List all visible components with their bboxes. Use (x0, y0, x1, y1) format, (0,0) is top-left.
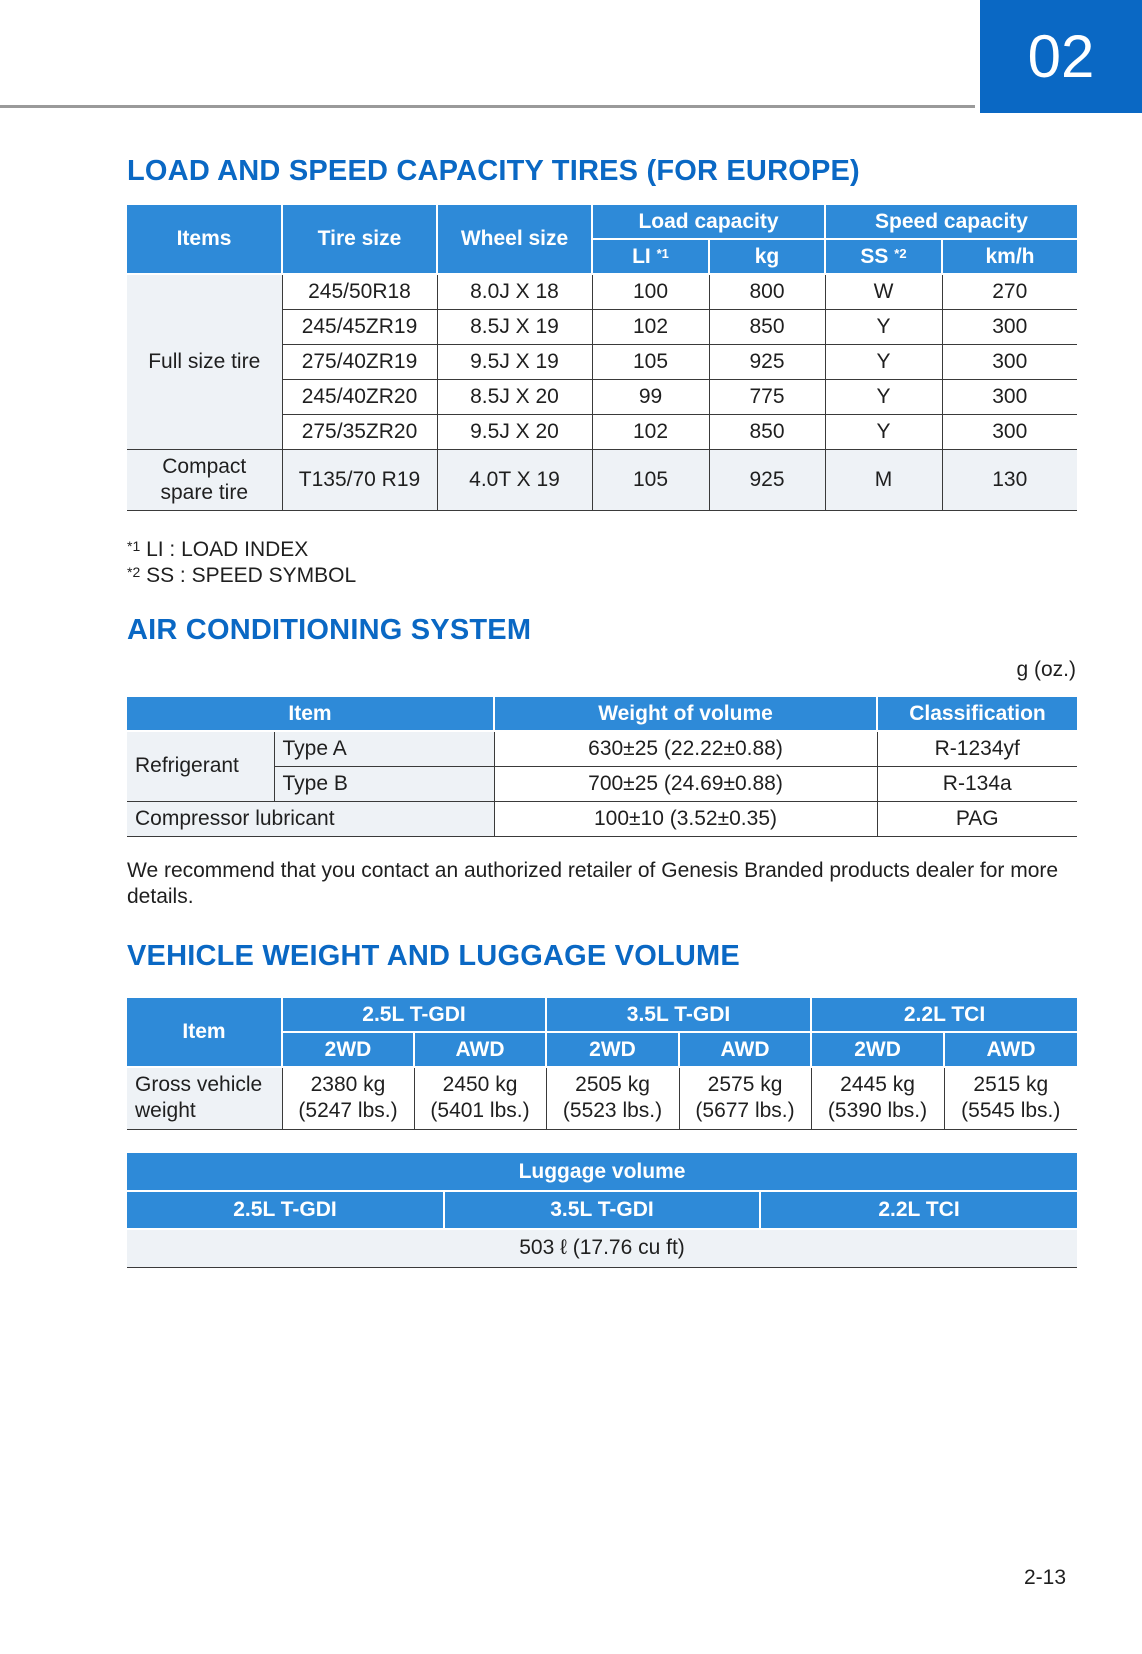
gross-vehicle-weight-label: Gross vehicle weight (127, 1067, 282, 1129)
table-cell: 8.5J X 20 (437, 379, 592, 414)
col-tire-size-header: Tire size (282, 205, 437, 274)
table-row (127, 731, 1077, 766)
table-cell: 300 (942, 414, 1077, 449)
table-cell: 9.5J X 19 (437, 344, 592, 379)
table-cell: 2505 kg (5523 lbs.) (546, 1067, 679, 1129)
table-cell: Type B (274, 766, 494, 801)
col-classification-header: Classification (877, 697, 1077, 731)
table-cell: Y (825, 344, 942, 379)
table-cell: 2515 kg (5545 lbs.) (944, 1067, 1077, 1129)
table-cell: 800 (709, 274, 825, 309)
footnote-li: $^{*1}$ LI : LOAD INDEX (127, 538, 309, 561)
table-cell: 2450 kg (5401 lbs.) (414, 1067, 546, 1129)
table-cell: 630±25 (22.22±0.88) (494, 731, 877, 766)
table-cell: Y (825, 379, 942, 414)
table-cell: 925 (709, 344, 825, 379)
col-load-capacity-header: Load capacity (592, 205, 825, 239)
col-li-header: LI $^{*1}$ (592, 239, 709, 274)
table-cell: 130 (942, 449, 1077, 510)
table-row (127, 449, 1077, 510)
table-cell: 2380 kg (5247 lbs.) (282, 1067, 414, 1129)
col-item-header: Item (127, 998, 282, 1067)
ac-section-title: AIR CONDITIONING SYSTEM (127, 614, 532, 646)
col-item-header: Item (127, 697, 494, 731)
luggage-volume-header: Luggage volume (127, 1153, 1077, 1191)
table-row (127, 1229, 1077, 1267)
chapter-tab: 02 (980, 0, 1142, 113)
table-row (127, 274, 1077, 309)
unit-label: g (oz.) (1016, 658, 1076, 681)
col-ss-header: SS $^{*2}$ (825, 239, 942, 274)
table-cell: 2575 kg (5677 lbs.) (679, 1067, 811, 1129)
table-cell: 9.5J X 20 (437, 414, 592, 449)
compact-spare-tire-label: Compact spare tire (127, 449, 282, 510)
vehicle-weight-table (127, 998, 1077, 1130)
table-cell: Type A (274, 731, 494, 766)
table-cell: Y (825, 414, 942, 449)
page-number: 2-13 (1023, 1566, 1066, 1589)
table-cell: 102 (592, 414, 709, 449)
drive-header: 2WD (282, 1032, 414, 1067)
tire-capacity-table (127, 205, 1077, 511)
table-row (127, 801, 1077, 836)
table-cell: 8.5J X 19 (437, 309, 592, 344)
compressor-lubricant-label: Compressor lubricant (127, 801, 494, 836)
table-cell: 300 (942, 309, 1077, 344)
table-cell: R-134a (877, 766, 1077, 801)
table-cell: 300 (942, 344, 1077, 379)
vehicle-section-title: VEHICLE WEIGHT AND LUGGAGE VOLUME (127, 940, 740, 972)
table-cell: M (825, 449, 942, 510)
engine-header: 3.5L T-GDI (444, 1191, 760, 1229)
table-cell: 2445 kg (5390 lbs.) (811, 1067, 944, 1129)
engine-header: 2.2L TCI (760, 1191, 1077, 1229)
full-size-tire-label: Full size tire (127, 274, 282, 449)
col-items-header: Items (127, 205, 282, 274)
table-cell: 275/40ZR19 (282, 344, 437, 379)
engine-header: 3.5L T-GDI (546, 998, 811, 1032)
col-kg-header: kg (709, 239, 825, 274)
table-cell: Y (825, 309, 942, 344)
table-cell: R-1234yf (877, 731, 1077, 766)
table-cell: 275/35ZR20 (282, 414, 437, 449)
luggage-volume-value: 503 ℓ (17.76 cu ft) (127, 1229, 1077, 1267)
table-cell: 245/50R18 (282, 274, 437, 309)
table-cell: 8.0J X 18 (437, 274, 592, 309)
engine-header: 2.2L TCI (811, 998, 1077, 1032)
col-weight-header: Weight of volume (494, 697, 877, 731)
col-wheel-size-header: Wheel size (437, 205, 592, 274)
table-cell: 925 (709, 449, 825, 510)
refrigerant-label: Refrigerant (127, 731, 274, 801)
table-cell: T135/70 R19 (282, 449, 437, 510)
table-cell: 700±25 (24.69±0.88) (494, 766, 877, 801)
col-speed-capacity-header: Speed capacity (825, 205, 1077, 239)
dealer-note: We recommend that you contact an authorized retailer of Genesis Branded products dealer for more details. (127, 859, 1059, 908)
table-cell: 850 (709, 309, 825, 344)
air-conditioning-table (127, 697, 1077, 837)
table-cell: 100±10 (3.52±0.35) (494, 801, 877, 836)
table-cell: 245/40ZR20 (282, 379, 437, 414)
table-cell: PAG (877, 801, 1077, 836)
drive-header: 2WD (546, 1032, 679, 1067)
table-row (127, 1067, 1077, 1129)
engine-header: 2.5L T-GDI (127, 1191, 444, 1229)
table-cell: 105 (592, 449, 709, 510)
table-cell: 102 (592, 309, 709, 344)
table-cell: 300 (942, 379, 1077, 414)
table-cell: 775 (709, 379, 825, 414)
table-cell: W (825, 274, 942, 309)
drive-header: AWD (679, 1032, 811, 1067)
table-cell: 850 (709, 414, 825, 449)
drive-header: AWD (944, 1032, 1077, 1067)
tires-section-title: LOAD AND SPEED CAPACITY TIRES (FOR EUROPE) (127, 155, 860, 187)
drive-header: 2WD (811, 1032, 944, 1067)
drive-header: AWD (414, 1032, 546, 1067)
col-kmh-header: km/h (942, 239, 1077, 274)
table-cell: 245/45ZR19 (282, 309, 437, 344)
table-cell: 4.0T X 19 (437, 449, 592, 510)
table-cell: 100 (592, 274, 709, 309)
table-cell: 270 (942, 274, 1077, 309)
table-cell: 105 (592, 344, 709, 379)
footnote-ss: $^{*2}$ SS : SPEED SYMBOL (127, 564, 357, 587)
table-cell: 99 (592, 379, 709, 414)
luggage-volume-table (127, 1153, 1077, 1268)
engine-header: 2.5L T-GDI (282, 998, 546, 1032)
header-rule (0, 105, 975, 108)
